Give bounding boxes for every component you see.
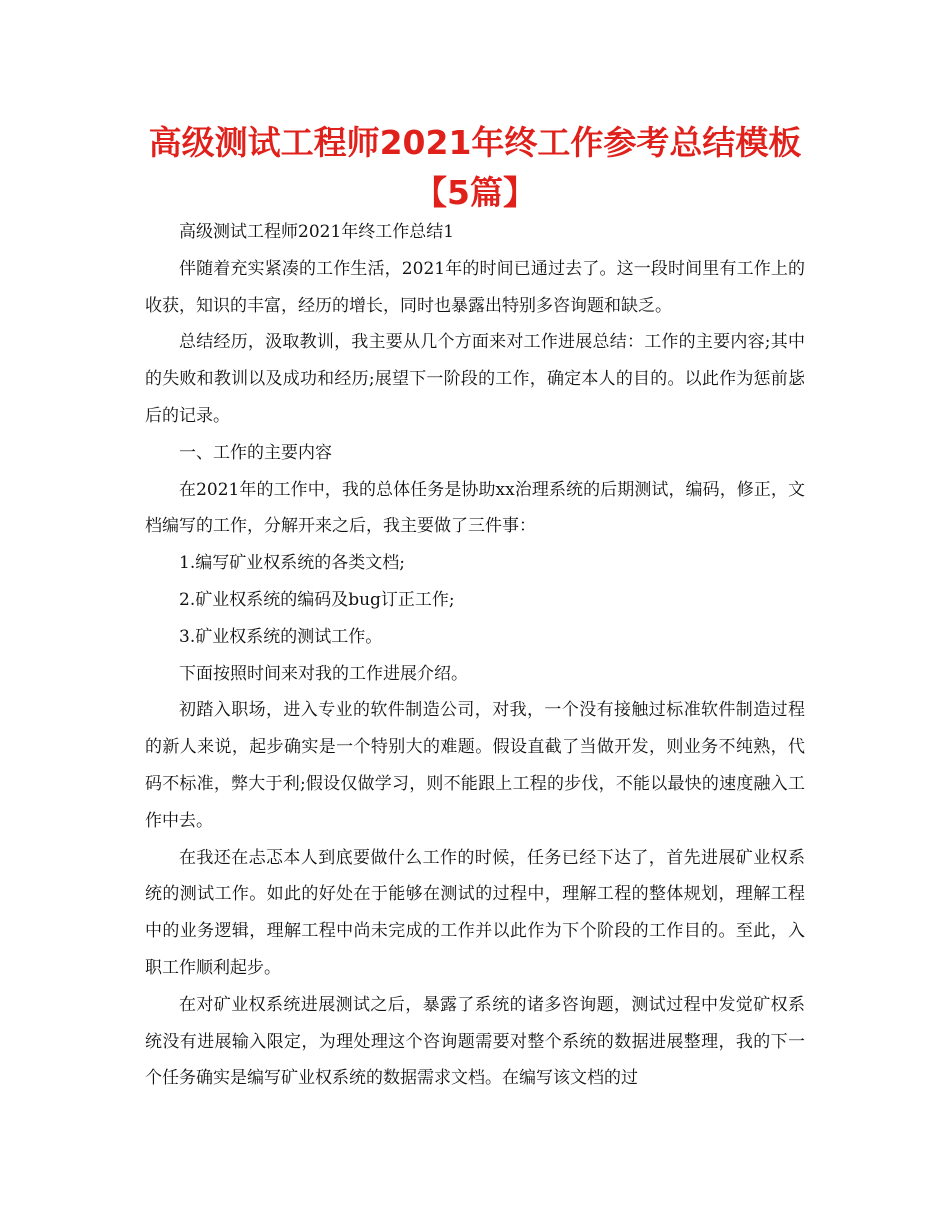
list-item: 3.矿业权系统的测试工作。 bbox=[179, 626, 383, 647]
list-item: 1.编写矿业权系统的各类文档; bbox=[179, 553, 405, 574]
section-heading: 一、工作的主要内容 bbox=[179, 442, 332, 463]
paragraph: 伴随着充实紧凑的工作生活，2021年的时间已通过去了。这一段时间里有工作上的收获，知识的丰富，经历的增长，同时也暴露出特别多咨询题和缺乏。 bbox=[145, 258, 805, 316]
document-title: 高级测试工程师2021年终工作参考总结模板【5篇】 bbox=[148, 123, 802, 212]
list-item: 2.矿业权系统的编码及bug订正工作; bbox=[179, 589, 455, 610]
paragraph: 在2021年的工作中，我的总体任务是协助xx治理系统的后期测试，编码，修正，文档编写的工作，分解开来之后，我主要做了三件事： bbox=[145, 479, 805, 537]
document-body bbox=[145, 214, 805, 1097]
section-heading: 高级测试工程师2021年终工作总结1 bbox=[179, 222, 455, 242]
paragraph: 在我还在忐忑本人到底要做什么工作的时候，任务已经下达了，首先进展矿业权系统的测试工作。如此的好处在于能够在测试的过程中，理解工程的整体规划，理解工程中的业务逻辑，理解工程中尚未完成的工作并以此作为下个阶段的工作目的。至此，入职工作顺利起步。 bbox=[145, 847, 805, 978]
paragraph: 初踏入职场，进入专业的软件制造公司，对我，一个没有接触过标准软件制造过程的新人来说，起步确实是一个特别大的难题。假设直截了当做开发，则业务不纯熟，代码不标准，弊大于利;假设仅做学习，则不能跟上工程的步伐，不能以最快的速度融入工作中去。 bbox=[145, 700, 805, 831]
paragraph: 在对矿业权系统进展测试之后，暴露了系统的诸多咨询题，测试过程中发觉矿权系统没有进展输入限定，为理处理这个咨询题需要对整个系统的数据进展整理，我的下一个任务确实是编写矿业权系统的数据需求文档。在编写该文档的过 bbox=[145, 994, 805, 1089]
paragraph: 下面按照时间来对我的工作进展介绍。 bbox=[179, 663, 468, 684]
paragraph: 总结经历，汲取教训，我主要从几个方面来对工作进展总结：工作的主要内容;其中的失败和教训以及成功和经历;展望下一阶段的工作，确定本人的目的。以此作为惩前毖后的记录。 bbox=[145, 332, 805, 426]
